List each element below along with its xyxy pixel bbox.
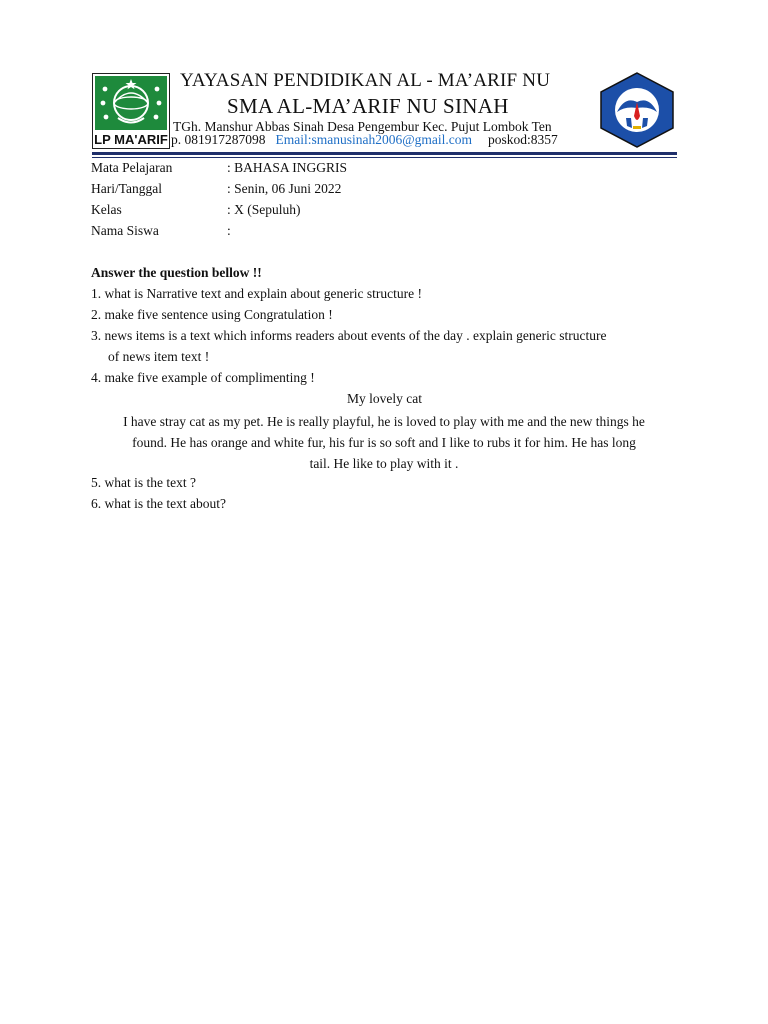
email-link[interactable]: Email:smanusinah2006@gmail.com (275, 132, 473, 147)
postcode: poskod:8357 (488, 132, 558, 147)
meta-value: : BAHASA INGGRIS (227, 160, 348, 175)
meta-row-date (91, 181, 341, 197)
question-5: 5. what is the text ? (91, 475, 196, 490)
question-3-continued: of news item text ! (108, 349, 210, 364)
meta-row-class (91, 202, 301, 218)
header-rule (92, 152, 677, 155)
foundation-name: YAYASAN PENDIDIKAN AL - MA’ARIF NU (180, 70, 551, 91)
question-4: 4. make five example of complimenting ! (91, 370, 315, 385)
meta-label: Mata Pelajaran (91, 160, 173, 175)
lp-maarif-logo-text: LP MA'ARIF (94, 132, 168, 147)
story-line-2: found. He has orange and white fur, his fur is so soft and I like to rubs it for him. He has long (132, 435, 636, 450)
lp-maarif-logo (92, 73, 170, 149)
story-line-3: tail. He like to play with it . (309, 456, 459, 471)
meta-value: : X (Sepuluh) (227, 202, 301, 217)
tut-wuri-emblem (597, 72, 677, 148)
question-6: 6. what is the text about? (91, 496, 226, 511)
school-address: TGh. Manshur Abbas Sinah Desa Pengembur Kec. Pujut Lombok Ten (173, 119, 552, 134)
phone-number: p. 081917287098 (171, 132, 266, 147)
school-name: SMA AL-MA’ARIF NU SINAH (227, 94, 509, 118)
header-rule-thin (92, 157, 677, 158)
question-3: 3. news items is a text which informs readers about events of the day . explain generic structure (91, 328, 607, 343)
question-2: 2. make five sentence using Congratulation ! (91, 307, 333, 322)
story-title: My lovely cat (347, 391, 422, 406)
contact-line (171, 132, 599, 148)
meta-row-student-name (91, 223, 231, 239)
meta-row-subject (91, 160, 347, 176)
story-line-1: I have stray cat as my pet. He is really playful, he is loved to play with me and the new things he (123, 414, 645, 429)
question-1: 1. what is Narrative text and explain about generic structure ! (91, 286, 423, 301)
instruction-heading: Answer the question bellow !! (91, 265, 262, 280)
meta-value: : (227, 223, 231, 238)
meta-label: Kelas (91, 202, 122, 217)
meta-label: Hari/Tanggal (91, 181, 163, 196)
meta-label: Nama Siswa (91, 223, 159, 238)
meta-value: : Senin, 06 Juni 2022 (227, 181, 342, 196)
